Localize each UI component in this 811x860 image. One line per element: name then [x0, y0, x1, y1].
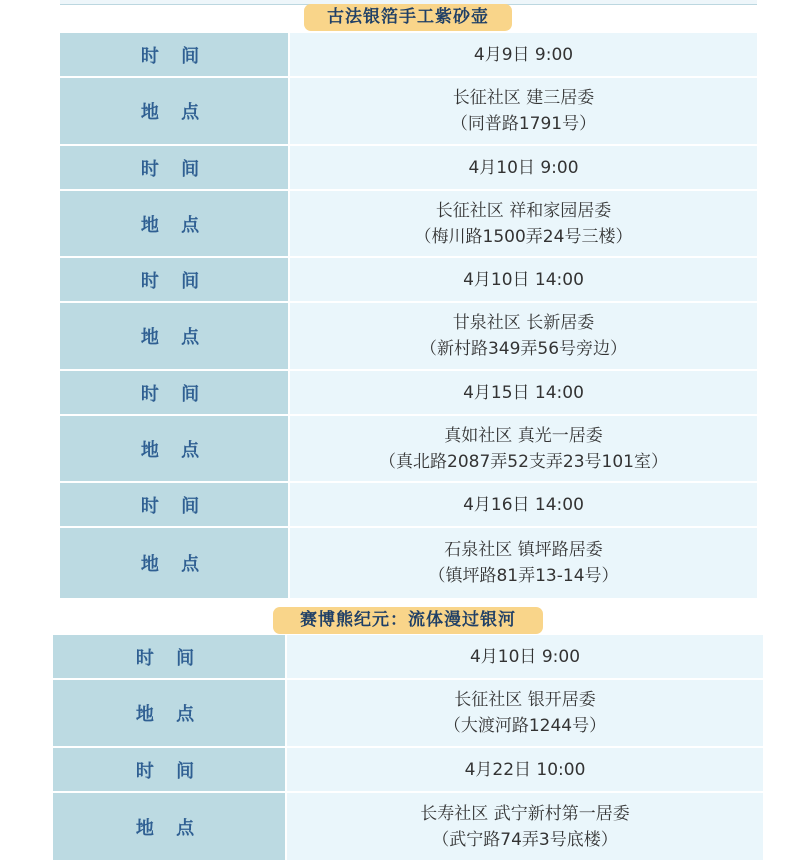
place-value [290, 528, 757, 598]
place-row [53, 680, 763, 746]
time-row [53, 748, 763, 791]
place-value [290, 191, 757, 256]
place-label: 地 点 [53, 793, 285, 860]
time-row [60, 258, 757, 301]
address-line: （新村路349弄56号旁边） [419, 339, 628, 359]
time-label: 时 间 [60, 258, 288, 301]
time-value [287, 748, 763, 791]
place-row [60, 416, 757, 481]
value-line: 长寿社区 武宁新村第一居委 [420, 803, 630, 824]
value-line: 真如社区 真光一居委 [444, 425, 603, 446]
place-row [60, 303, 757, 369]
address-line: （大渡河路1244号） [443, 716, 607, 736]
address-line: （梅川路1500弄24号三楼） [414, 226, 633, 247]
value-line: 长征社区 建三居委 [452, 88, 595, 108]
place-label: 地 点 [60, 303, 288, 369]
place-row [60, 78, 757, 144]
time-value [290, 146, 757, 189]
event-title-badge: 赛博熊纪元：流体漫过银河 [273, 607, 543, 634]
value-line: 4月10日 9:00 [469, 646, 581, 667]
address-line: （镇坪路81弄13-14号） [428, 566, 619, 586]
time-row [60, 371, 757, 414]
time-value [290, 483, 757, 526]
time-value [290, 33, 757, 76]
event-title-badge: 古法银箔手工紫砂壶 [304, 4, 512, 31]
address-line: （武宁路74弄3号底楼） [432, 829, 618, 850]
place-value [287, 680, 763, 746]
time-row [60, 483, 757, 526]
value-line: 4月9日 9:00 [473, 44, 574, 65]
value-line: 长征社区 银开居委 [454, 690, 596, 710]
place-value [290, 303, 757, 369]
place-label: 地 点 [60, 191, 288, 256]
value-line: 4月16日 14:00 [463, 494, 584, 515]
place-row [60, 191, 757, 256]
place-label: 地 点 [60, 78, 288, 144]
place-row [60, 528, 757, 598]
time-label: 时 间 [60, 483, 288, 526]
value-line: 4月10日 14:00 [463, 269, 584, 290]
place-value [287, 793, 763, 860]
place-value [290, 78, 757, 144]
value-line: 4月15日 14:00 [463, 382, 584, 403]
place-label: 地 点 [60, 416, 288, 481]
address-line: （同普路1791号） [450, 114, 597, 134]
time-label: 时 间 [53, 748, 285, 791]
time-label: 时 间 [53, 635, 285, 678]
time-value [290, 258, 757, 301]
time-label: 时 间 [60, 371, 288, 414]
time-row [60, 146, 757, 189]
time-row [53, 635, 763, 678]
place-label: 地 点 [53, 680, 285, 746]
time-value [290, 371, 757, 414]
time-value [287, 635, 763, 678]
place-value [290, 416, 757, 481]
value-line: 4月22日 10:00 [464, 759, 586, 780]
value-line: 长征社区 祥和家园居委 [435, 200, 612, 221]
value-line: 石泉社区 镇坪路居委 [444, 540, 603, 560]
place-row [53, 793, 763, 860]
value-line: 4月10日 9:00 [468, 157, 579, 178]
time-row [60, 33, 757, 76]
address-line: （真北路2087弄52支弄23号101室） [379, 451, 668, 472]
place-label: 地 点 [60, 528, 288, 598]
value-line: 甘泉社区 长新居委 [452, 313, 595, 333]
time-label: 时 间 [60, 146, 288, 189]
time-label: 时 间 [60, 33, 288, 76]
